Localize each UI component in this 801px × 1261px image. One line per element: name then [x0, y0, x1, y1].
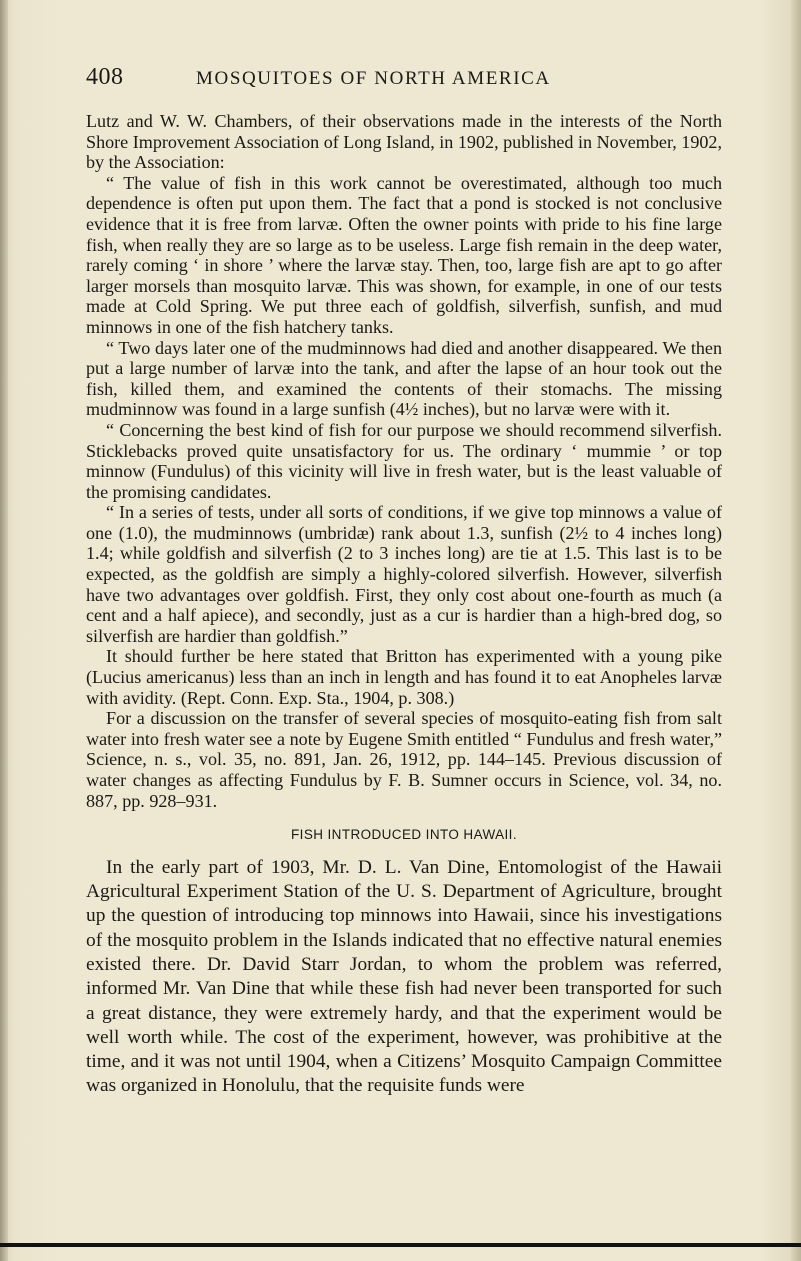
paragraph: In the early part of 1903, Mr. D. L. Van Dine, Entomologist of the Hawaii Agricultural Experiment Station of the U. S. Department of Agriculture, brought up the question of introducing top minnows into Hawaii, since his investigations of the mosquito problem in the Islands indicated that no effective natural enemies existed there. Dr. David Starr Jordan, to whom the problem was referred, informed Mr. Van Dine that while these fish had never been transported for such a great distance, they were extremely hardy, and that the experiment would be well worth while. The cost of the experiment, however, was prohibitive at the time, and it was not until 1904, when a Citizens’ Mosquito Campaign Committee was organized in Honolulu, that the requisite funds were	[86, 856, 722, 1097]
page-header	[86, 64, 646, 94]
body-text	[86, 111, 722, 1099]
running-head: MOSQUITOES OF NORTH AMERICA	[196, 68, 551, 89]
bottom-rule	[0, 1243, 801, 1247]
paragraph: “ Concerning the best kind of fish for our purpose we should recommend silverfish. Sticklebacks proved quite unsatisfactory for us. The ordinary ‘ mummie ’ or top minnow (Fundulus) of this vicinity will live in fresh water, but is the least valuable of the promising candidates.	[86, 419, 722, 502]
paragraph: “ In a series of tests, under all sorts of conditions, if we give top minnows a value of one (1.0), the mudminnows (umbridæ) rank about 1.3, sunfish (2½ to 4 inches long) 1.4; while goldfish and silverfish (2 to 3 inches long) are tie at 1.5. This last is to be expected, as the goldfish are simply a highly-colored silverfish. However, silverfish have two advantages over goldfish. First, they only cost about one-fourth as much (a cent and a half apiece), and secondly, just as a cur is hardier than a high-bred dog, so silverfish are hardier than goldfish.”	[86, 502, 722, 646]
section-body	[86, 856, 722, 1099]
section-heading: FISH INTRODUCED INTO HAWAII.	[291, 827, 517, 843]
paragraph: It should further be here stated that Britton has experimented with a young pike (Lucius americanus) less than an inch in length and has found it to eat Anopheles larvæ with avidity. (Rept. Conn. Exp. Sta., 1904, p. 308.)	[86, 646, 722, 708]
page-binding-shadow	[0, 0, 8, 1261]
page-number: 408	[86, 64, 124, 90]
paragraph: “ Two days later one of the mudminnows had died and another disappeared. We then put a large number of larvæ into the tank, and after the lapse of an hour took out the fish, killed them, and examined the contents of their stomachs. The missing mudminnow was found in a large sunfish (4½ inches), but no larvæ were with it.	[86, 337, 722, 420]
paragraph: Lutz and W. W. Chambers, of their observations made in the interests of the North Shore Improvement Association of Long Island, in 1902, published in November, 1902, by the Association:	[86, 111, 722, 173]
paragraph: For a discussion on the transfer of several species of mosquito-eating fish from salt water into fresh water see a note by Eugene Smith entitled “ Fundulus and fresh water,” Science, n. s., vol. 35, no. 891, Jan. 26, 1912, pp. 144–145. Previous discussion of water changes as affecting Fundulus by F. B. Sumner occurs in Science, vol. 34, no. 887, pp. 928–931.	[86, 708, 722, 811]
paragraph: “ The value of fish in this work cannot be overestimated, although too much dependence is often put upon them. The fact that a pond is stocked is not conclusive evidence that it is free from larvæ. Often the owner points with pride to his fine large fish, when really they are so large as to be useless. Large fish remain in the deep water, rarely coming ‘ in shore ’ where the larvæ stay. Then, too, large fish are apt to go after larger morsels than mosquito larvæ. This was shown, for example, in one of our tests made at Cold Spring. We put three each of goldfish, silverfish, sunfish, and mud minnows in one of the fish hatchery tanks.	[86, 172, 722, 337]
page-edge-shadow	[791, 0, 801, 1261]
